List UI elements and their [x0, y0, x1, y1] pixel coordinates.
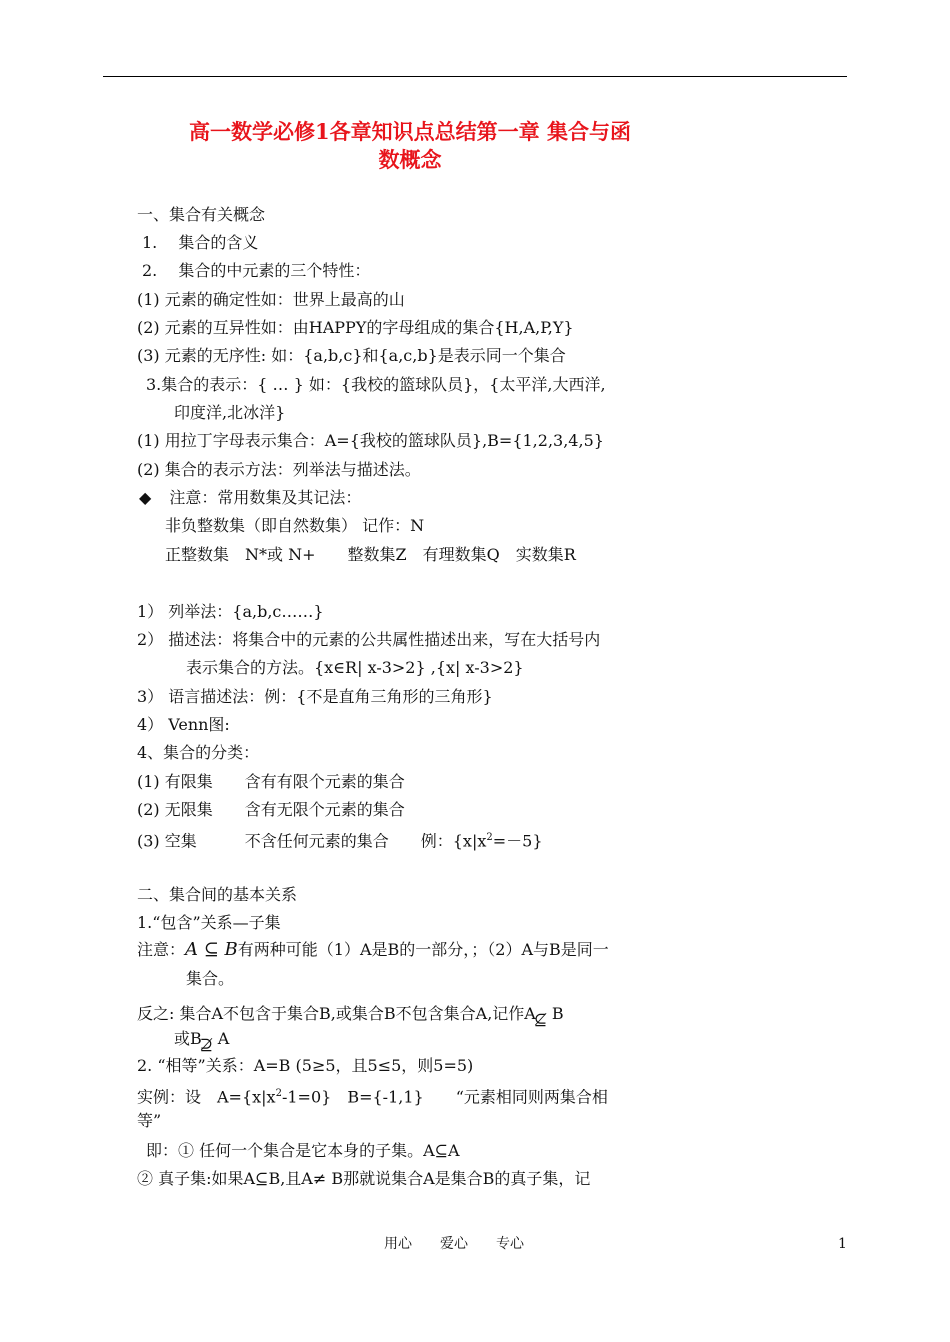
text-line: 1） 列举法：{a,b,c……}	[137, 602, 324, 621]
text-line: 2） 描述法：将集合中的元素的公共属性描述出来，写在大括号内	[137, 630, 601, 649]
text-line: 1. 集合的含义	[142, 233, 259, 252]
text-line: 2. 集合的中元素的三个特性：	[142, 261, 371, 280]
text-line: 3.集合的表示：{ … } 如：{我校的篮球队员}，{太平洋,大西洋,	[146, 375, 606, 394]
text-line: 4） Venn图:	[137, 715, 230, 734]
text-line: 集合。	[186, 969, 235, 988]
text-line: 4、集合的分类：	[137, 743, 260, 762]
diamond-bullet-icon: ◆	[139, 488, 152, 507]
text-line: (1) 元素的确定性如：世界上最高的山	[137, 290, 405, 309]
section-heading-1: 一、集合有关概念	[137, 205, 266, 224]
text-line: 实例：设 $A=\{x|x^2-1=0\}$ B={-1,1} “元素相同则两集合相	[137, 1087, 608, 1107]
text-line: ② 真子集:如果A⊆B,且A≠ B那就说集合A是集合B的真子集，记	[137, 1169, 591, 1188]
page-number: 1	[838, 1236, 847, 1252]
footer-slogan: 用心 爱心 专心	[384, 1236, 524, 1252]
text-line: 1.“包含”关系—子集	[137, 913, 281, 932]
text-line: 正整数集 N*或 N+ 整数集Z 有理数集Q 实数集R	[165, 545, 576, 564]
text-line: 非负整数集（即自然数集） 记作：N	[165, 516, 425, 535]
text-line: (3) 空集 不含任何元素的集合 例：$\{x|x^2=-5\}$	[137, 831, 543, 851]
text-line: 等”	[137, 1111, 162, 1130]
text-line: (2) 元素的互异性如：由HAPPY的字母组成的集合{H,A,P,Y}	[137, 318, 574, 337]
text-line: 或B ⊉ A	[174, 1029, 230, 1054]
section-heading-2: 二、集合间的基本关系	[137, 885, 298, 904]
not-superset-icon: ⊉	[199, 1035, 214, 1054]
subset-formula: A ⊆ B	[185, 939, 238, 960]
doc-title-line2: 数概念	[378, 147, 442, 172]
text-line: 表示集合的方法。{x∈R| x-3>2} ,{x| x-3>2}	[186, 658, 524, 677]
note-line	[139, 487, 361, 509]
note-text: 注意：常用数集及其记法：	[169, 488, 362, 507]
not-subset-icon: ⊈	[533, 1010, 548, 1029]
text-line: (3) 元素的无序性: 如：{a,b,c}和{a,c,b}是表示同一个集合	[137, 346, 566, 365]
text-line: (1) 用拉丁字母表示集合：A={我校的篮球队员},B={1,2,3,4,5}	[137, 431, 604, 450]
text-line: 注意：A ⊆ B有两种可能（1）A是B的一部分，；（2）A与B是同一	[137, 939, 609, 960]
text-line: (2) 无限集 含有无限个元素的集合	[137, 800, 405, 819]
text-line: (2) 集合的表示方法：列举法与描述法。	[137, 460, 421, 479]
text-line: (1) 有限集 含有有限个元素的集合	[137, 772, 405, 791]
doc-title-line1: 高一数学必修1各章知识点总结第一章 集合与函	[189, 119, 631, 144]
text-line: 即：① 任何一个集合是它本身的子集。A⊆A	[146, 1141, 460, 1160]
text-line: 2. “相等”关系：A=B (5≥5，且5≤5，则5=5)	[137, 1056, 474, 1075]
text-line: 3） 语言描述法：例：{不是直角三角形的三角形}	[137, 687, 493, 706]
text-line: 反之: 集合A不包含于集合B,或集合B不包含集合A,记作A ⊈ B	[137, 1004, 564, 1029]
header-rule	[103, 76, 847, 77]
text-line: 印度洋,北冰洋}	[174, 403, 286, 422]
